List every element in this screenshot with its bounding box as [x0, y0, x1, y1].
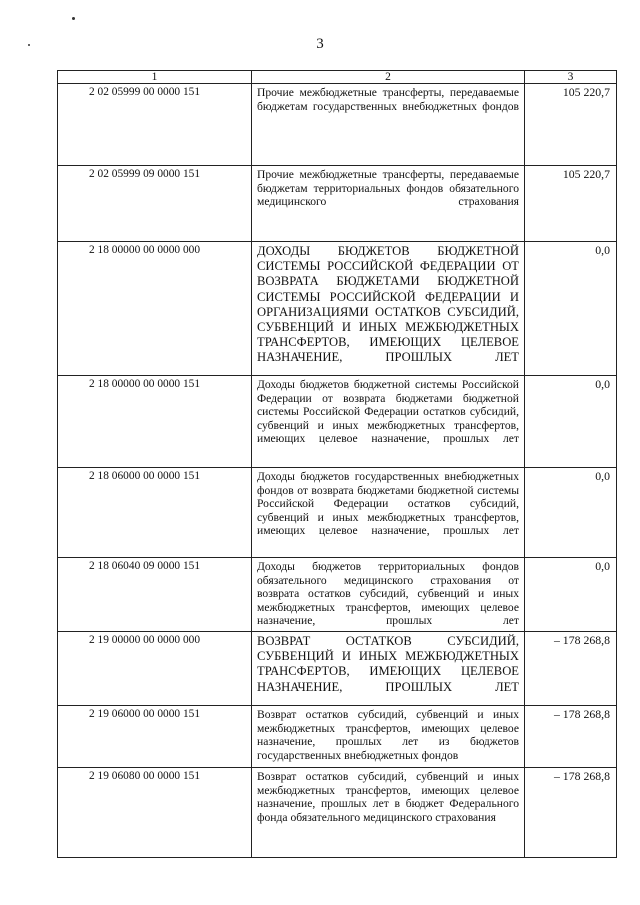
- budget-code: 2 19 06000 00 0000 151: [58, 706, 252, 768]
- column-header-code: 1: [58, 71, 252, 84]
- budget-code: 2 19 00000 00 0000 000: [58, 632, 252, 706]
- budget-code: 2 18 00000 00 0000 151: [58, 376, 252, 468]
- revenue-name: Возврат остатков субсидий, субвенций и иных межбюджетных трансфертов, имеющих целевое назначение, прошлых лет из бюджетов государственных внебюджетных фондов: [252, 706, 525, 768]
- table-row: [58, 376, 617, 468]
- amount: 105 220,7: [525, 166, 617, 242]
- column-header-name: 2: [252, 71, 525, 84]
- revenue-name: ВОЗВРАТ ОСТАТКОВ СУБСИДИЙ, СУБВЕНЦИЙ И ИНЫХ МЕЖБЮДЖЕТНЫХ ТРАНСФЕРТОВ, ИМЕЮЩИХ ЦЕЛЕВОЕ НАЗНАЧЕНИЕ, ПРОШЛЫХ ЛЕТ: [252, 632, 525, 706]
- amount: – 178 268,8: [525, 768, 617, 858]
- amount: – 178 268,8: [525, 706, 617, 768]
- amount: 0,0: [525, 468, 617, 558]
- budget-code: 2 19 06080 00 0000 151: [58, 768, 252, 858]
- revenue-name: Доходы бюджетов территориальных фондов обязательного медицинского страхования от возврата остатков субсидий, субвенций и иных межбюджетных трансфертов, имеющих целевое назначение, прошлых лет: [252, 558, 525, 632]
- amount: 105 220,7: [525, 84, 617, 166]
- revenue-name: Доходы бюджетов бюджетной системы Российской Федерации от возврата бюджетами бюджетной системы Российской Федерации остатков субсидий, субвенций и иных межбюджетных трансфертов, имеющих целевое назначение, прошлых лет: [252, 376, 525, 468]
- column-header-amount: 3: [525, 71, 617, 84]
- table-row: [58, 84, 617, 166]
- revenue-name: Доходы бюджетов государственных внебюджетных фондов от возврата бюджетами бюджетной системы Российской Федерации остатков субсидий, субвенций и иных межбюджетных трансфертов, имеющих целевое назначение, прошлых лет: [252, 468, 525, 558]
- amount: 0,0: [525, 558, 617, 632]
- budget-code: 2 18 06000 00 0000 151: [58, 468, 252, 558]
- budget-code: 2 02 05999 00 0000 151: [58, 84, 252, 166]
- budget-revenue-table: [57, 70, 617, 858]
- table-row: [58, 166, 617, 242]
- amount: – 178 268,8: [525, 632, 617, 706]
- budget-code: 2 02 05999 09 0000 151: [58, 166, 252, 242]
- table-row: [58, 632, 617, 706]
- table-row: [58, 242, 617, 376]
- revenue-name: Возврат остатков субсидий, субвенций и иных межбюджетных трансфертов, имеющих целевое назначение, прошлых лет в бюджет Федерального фонда обязательного медицинского страхования: [252, 768, 525, 858]
- revenue-name: Прочие межбюджетные трансферты, передаваемые бюджетам государственных внебюджетных фондов: [252, 84, 525, 166]
- revenue-name: ДОХОДЫ БЮДЖЕТОВ БЮДЖЕТНОЙ СИСТЕМЫ РОССИЙСКОЙ ФЕДЕРАЦИИ ОТ ВОЗВРАТА БЮДЖЕТАМИ БЮДЖЕТНОЙ СИСТЕМЫ РОССИЙСКОЙ ФЕДЕРАЦИИ И ОРГАНИЗАЦИЯМИ ОСТАТКОВ СУБСИДИЙ, СУБВЕНЦИЙ И ИНЫХ МЕЖБЮДЖЕТНЫХ ТРАНСФЕРТОВ, ИМЕЮЩИХ ЦЕЛЕВОЕ НАЗНАЧЕНИЕ, ПРОШЛЫХ ЛЕТ: [252, 242, 525, 376]
- budget-code: 2 18 00000 00 0000 000: [58, 242, 252, 376]
- revenue-name: Прочие межбюджетные трансферты, передаваемые бюджетам территориальных фондов обязательного медицинского страхования: [252, 166, 525, 242]
- amount: 0,0: [525, 376, 617, 468]
- scan-speck: [72, 17, 75, 20]
- table-row: [58, 768, 617, 858]
- amount: 0,0: [525, 242, 617, 376]
- table-row: [58, 706, 617, 768]
- table-header-row: [58, 71, 617, 84]
- table-row: [58, 468, 617, 558]
- table-row: [58, 558, 617, 632]
- scan-speck: [28, 44, 30, 46]
- page-number: 3: [316, 36, 324, 52]
- budget-code: 2 18 06040 09 0000 151: [58, 558, 252, 632]
